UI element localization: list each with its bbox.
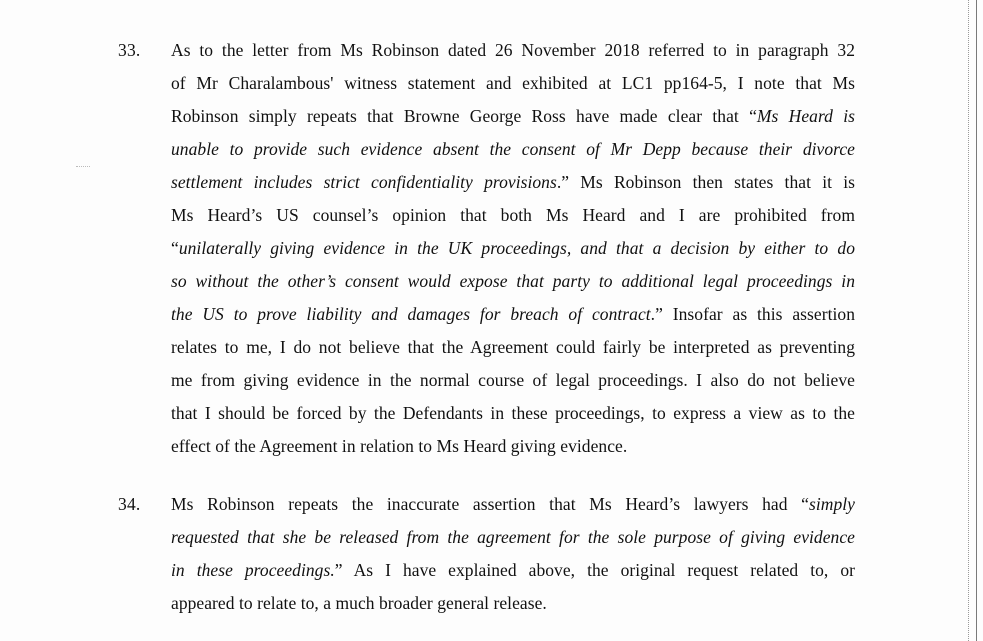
text-segment: Ms Heard’s US counsel’s opinion that both Ms Heard and I are prohibited from xyxy=(171,205,855,225)
text-segment: relates to me, I do not believe that the Agreement could fairly be interpreted as preventing xyxy=(171,337,855,357)
text-line xyxy=(171,166,855,199)
text-line xyxy=(171,397,855,430)
text-line xyxy=(171,298,855,331)
text-line xyxy=(171,331,855,364)
text-segment: .” Insofar as this assertion xyxy=(650,304,855,324)
italic-quote-segment: simply xyxy=(809,494,855,514)
text-line xyxy=(171,364,855,397)
paragraph-number: 34. xyxy=(118,494,141,514)
italic-quote-segment: settlement includes strict confidentiality provisions xyxy=(171,172,557,192)
text-line xyxy=(171,133,855,166)
text-segment: As to the letter from Ms Robinson dated 26 November 2018 referred to in paragraph 32 xyxy=(171,40,855,60)
text-segment: appeared to relate to, a much broader general release. xyxy=(171,593,547,613)
page-edge-line xyxy=(976,0,977,641)
text-line xyxy=(171,587,855,620)
text-line xyxy=(171,67,855,100)
text-segment: of Mr Charalambous' witness statement and exhibited at LC1 pp164-5, I note that Ms xyxy=(171,73,855,93)
paragraph-number: 33. xyxy=(118,40,141,60)
page-edge-dotted-line xyxy=(968,0,969,641)
text-line xyxy=(171,199,855,232)
text-line xyxy=(171,34,855,67)
text-segment: “ xyxy=(171,238,179,258)
scan-artifact xyxy=(76,166,90,169)
text-segment: Ms Robinson repeats the inaccurate assertion that Ms Heard’s lawyers had “ xyxy=(171,494,809,514)
italic-quote-segment: unilaterally giving evidence in the UK proceedings, and that a decision by either to do xyxy=(178,238,855,258)
text-segment: Robinson simply repeats that Browne George Ross have made clear that “ xyxy=(171,106,757,126)
text-segment: that I should be forced by the Defendants in these proceedings, to express a view as to the xyxy=(171,403,855,423)
italic-quote-segment: the US to prove liability and damages for breach of contract xyxy=(171,304,651,324)
text-segment: ” As I have explained above, the original request related to, or xyxy=(334,560,855,580)
italic-quote-segment: unable to provide such evidence absent the consent of Mr Depp because their divorce xyxy=(171,139,855,159)
text-line xyxy=(171,521,855,554)
italic-quote-segment: in these proceedings. xyxy=(171,560,335,580)
italic-quote-segment: Ms Heard is xyxy=(756,106,855,126)
text-line xyxy=(171,488,855,521)
text-segment: me from giving evidence in the normal course of legal proceedings. I also do not believe xyxy=(171,370,855,390)
italic-quote-segment: so without the other’s consent would expose that party to additional legal proceedings in xyxy=(171,271,855,291)
text-line xyxy=(171,100,855,133)
text-segment: effect of the Agreement in relation to Ms Heard giving evidence. xyxy=(171,436,628,456)
text-line xyxy=(171,265,855,298)
text-line xyxy=(171,554,855,587)
text-line xyxy=(171,232,855,265)
text-segment: .” Ms Robinson then states that it is xyxy=(556,172,855,192)
text-line xyxy=(171,430,855,463)
italic-quote-segment: requested that she be released from the agreement for the sole purpose of giving evidence xyxy=(171,527,855,547)
